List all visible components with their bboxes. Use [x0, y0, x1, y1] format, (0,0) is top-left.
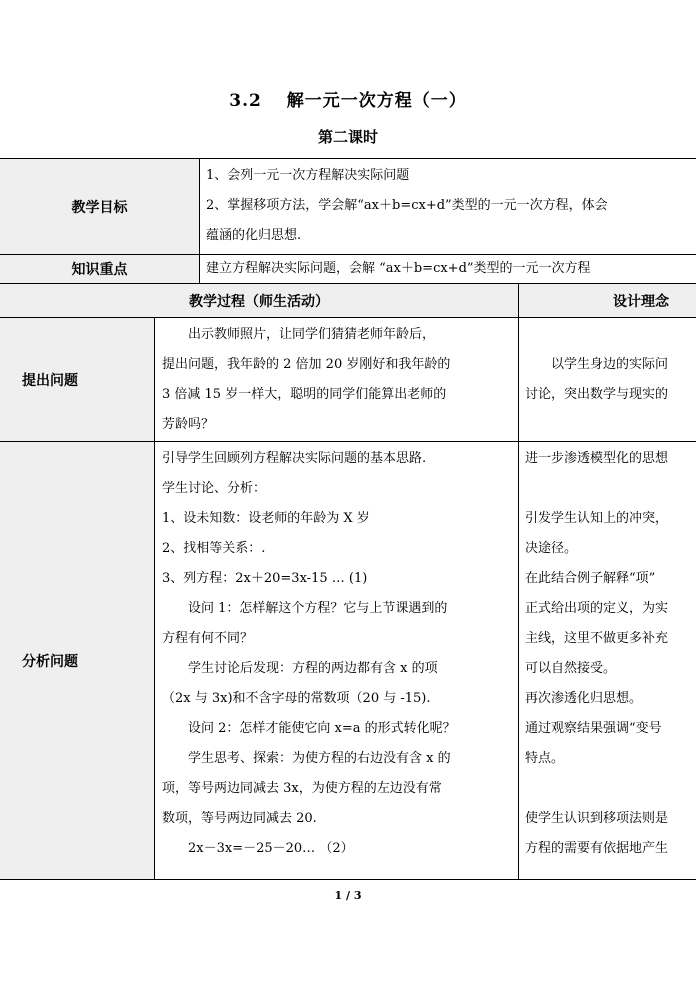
- analysis-line: 学生讨论后发现：方程的两边都有含 x 的项: [162, 661, 438, 676]
- analysis-rationale-line: 进一步渗透模型化的思想: [525, 451, 669, 466]
- analysis-rationale-line: 方程的需要有依据地产生: [525, 841, 669, 856]
- pose-problem-text: [162, 320, 514, 440]
- analysis-line: 数项，等号两边同减去 20.: [162, 811, 317, 826]
- table-border-bottom: [0, 879, 696, 880]
- analysis-line: 2x－3x=－25－20… （2）: [162, 841, 354, 856]
- analysis-rationale-line: 使学生认识到移项法则是: [525, 811, 669, 826]
- analysis-label: 分析问题: [22, 653, 78, 670]
- pose-problem-line: 芳龄吗？: [162, 417, 215, 432]
- analysis-line: 3、列方程：2x＋20=3x-15 … (1): [162, 571, 368, 586]
- analysis-line: 1、设未知数：设老师的年龄为 X 岁: [162, 511, 370, 526]
- analysis-line: 2、找相等关系：.: [162, 541, 266, 556]
- analysis-line: 设问 1：怎样解这个方程？它与上节课遇到的: [162, 601, 448, 616]
- objectives-line: 蕴涵的化归思想.: [206, 228, 302, 243]
- table-col-rule-rationale: [518, 283, 519, 880]
- analysis-rationale-line: 特点。: [525, 751, 565, 766]
- pose-problem-line: 出示教师照片，让同学们猜猜老师年龄后，: [162, 327, 436, 342]
- pose-problem-rationale-line: 讨论，突出数学与现实的: [525, 387, 669, 402]
- objectives-label: 教学目标: [71, 199, 128, 216]
- analysis-rationale-line: 在此结合例子解释“项”: [525, 571, 656, 586]
- analysis-rationale-line: 主线，这里不做更多补充: [525, 631, 669, 646]
- analysis-line: 方程有何不同？: [162, 631, 254, 646]
- pose-problem-line: 提出问题，我年龄的 2 倍加 20 岁刚好和我年龄的: [162, 357, 451, 372]
- table-col-rule-label: [199, 158, 200, 284]
- objectives-text: [206, 161, 696, 251]
- pose-problem-label: 提出问题: [22, 372, 78, 389]
- analysis-rationale-line: 引发学生认知上的冲突，: [525, 511, 669, 526]
- process-header-right: 设计理念: [613, 293, 669, 310]
- pose-problem-rationale-line: 以学生身边的实际问: [525, 357, 669, 372]
- analysis-rationale-line: [525, 774, 696, 804]
- analysis-rationale-line: 正式给出项的定义，为实: [525, 601, 669, 616]
- analysis-line: 学生思考、探索：为使方程的右边没有含 x 的: [162, 751, 451, 766]
- analysis-line: （2x 与 3x)和不含字母的常数项（20 与 -15).: [162, 691, 431, 706]
- analysis-rationale-line: [525, 474, 696, 504]
- table-rule-header: [0, 317, 696, 318]
- pose-problem-line: 3 倍减 15 岁一样大，聪明的同学们能算出老师的: [162, 387, 447, 402]
- analysis-line: 项，等号两边同减去 3x，为使方程的左边没有常: [162, 781, 442, 796]
- table-col-rule-stage: [154, 317, 155, 880]
- objectives-line: 1、会列一元一次方程解决实际问题: [206, 168, 410, 183]
- analysis-line: 引导学生回顾列方程解决实际问题的基本思路.: [162, 451, 427, 466]
- objectives-line: 2、掌握移项方法，学会解“ax＋b=cx+d”类型的一元一次方程，体会: [206, 198, 608, 213]
- analysis-rationale-line: 通过观察结果强调“变号: [525, 721, 662, 736]
- page-number: 1 / 3: [334, 889, 362, 902]
- document-title: 3.2 解一元一次方程（一）: [229, 91, 467, 111]
- analysis-rationale: [525, 444, 696, 864]
- key-points-label: 知识重点: [71, 262, 128, 278]
- pose-problem-rationale: [525, 320, 696, 410]
- analysis-line: 学生讨论、分析：: [162, 481, 267, 496]
- table-rule-pose-problem: [0, 441, 696, 442]
- analysis-rationale-line: 可以自然接受。: [525, 661, 617, 676]
- process-header-left: 教学过程（师生活动）: [189, 293, 329, 310]
- analysis-line: 设问 2：怎样才能使它向 x=a 的形式转化呢？: [162, 721, 456, 736]
- document-subtitle: 第二课时: [317, 128, 378, 146]
- analysis-rationale-line: 再次渗透化归思想。: [525, 691, 643, 706]
- key-points-text: 建立方程解决实际问题，会解 “ax＋b=cx+d”类型的一元一次方程: [206, 261, 591, 276]
- analysis-rationale-line: 决途径。: [525, 541, 578, 556]
- analysis-text: [162, 444, 514, 864]
- pose-problem-rationale-line: [525, 320, 696, 350]
